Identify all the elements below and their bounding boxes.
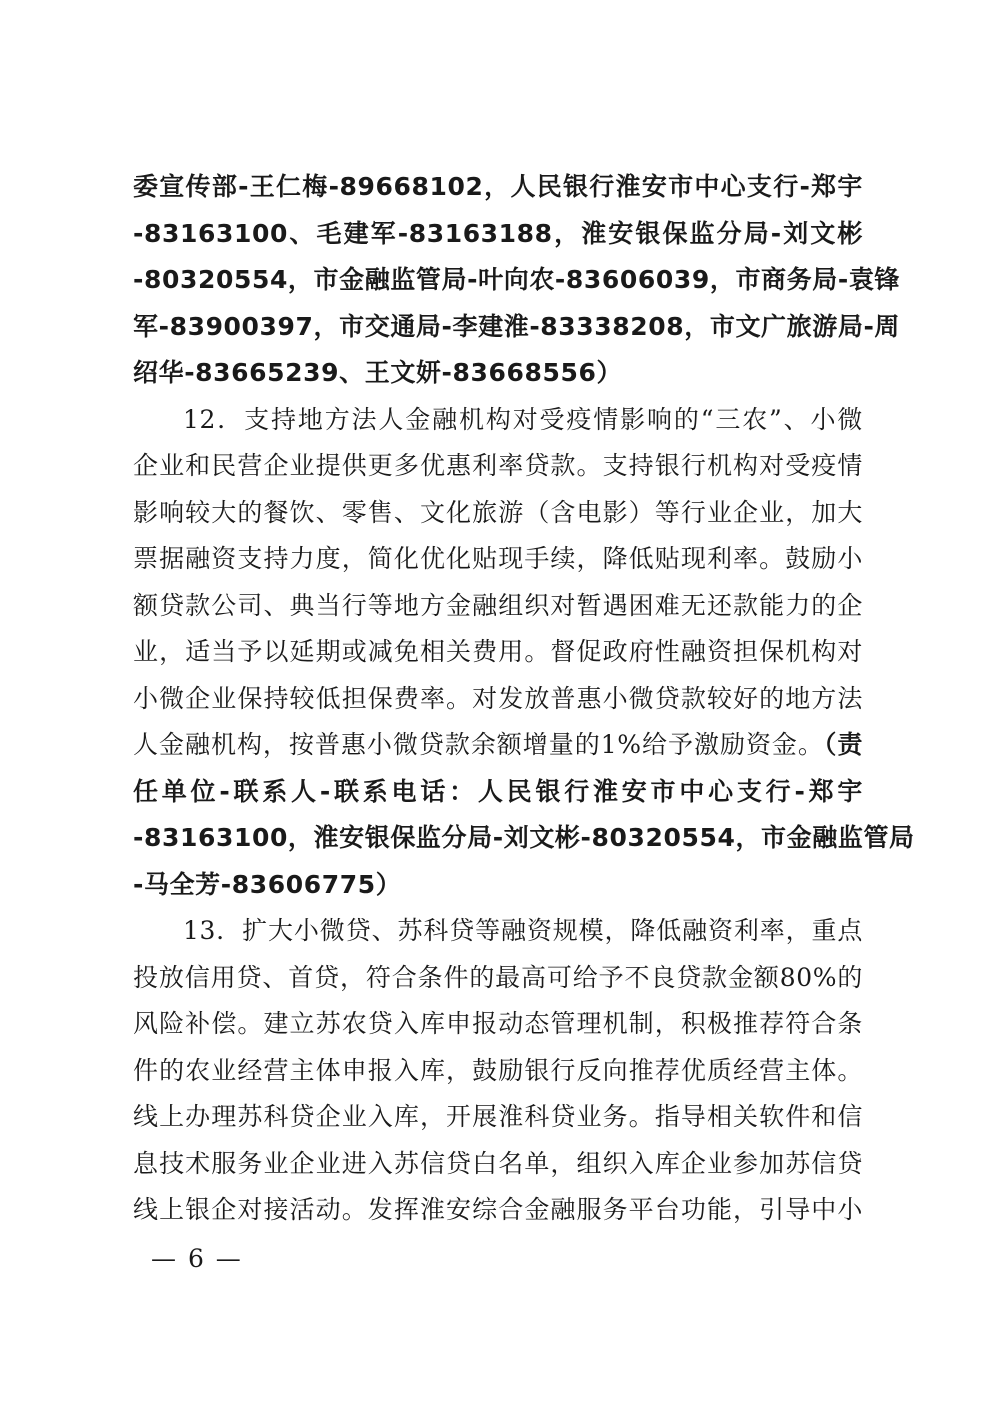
text-segment: 人金融机构，按普惠小微贷款余额增量的1%给予激励资金。 (133, 730, 824, 759)
paragraph-contacts-continued (133, 164, 901, 397)
text-line: -马全芳-83606775） (133, 869, 402, 899)
text-line: 13．扩大小微贷、苏科贷等融资规模，降低融资利率，重点 (183, 916, 863, 945)
text-line: 件的农业经营主体申报入库，鼓励银行反向推荐优质经营主体。 (133, 1055, 863, 1085)
document-body (133, 164, 915, 1234)
text-line-with-contact-lead (133, 722, 863, 769)
text-line: 线上银企对接活动。发挥淮安综合金融服务平台功能，引导中小 (133, 1195, 863, 1224)
text-line: -80320554，市金融监管局-叶向农-83606039，市商务局-袁锋 (133, 265, 901, 294)
text-line: 风险补偿。建立苏农贷入库申报动态管理机制，积极推荐符合条 (133, 1009, 863, 1038)
text-line: 息技术服务业企业进入苏信贷白名单，组织入库企业参加苏信贷 (133, 1148, 863, 1178)
text-line: 任单位-联系人-联系电话：人民银行淮安市中心支行-郑宇 (133, 776, 863, 806)
text-line: 委宣传部-王仁梅-89668102，人民银行淮安市中心支行-郑宇 (133, 172, 863, 201)
contact-lead: （责 (823, 730, 863, 759)
text-line: 线上办理苏科贷企业入库，开展淮科贷业务。指导相关软件和信 (133, 1102, 863, 1131)
text-line: 12．支持地方法人金融机构对受疫情影响的“三农”、小微 (183, 404, 863, 434)
text-line: 投放信用贷、首贷，符合条件的最高可给予不良贷款金额80%的 (133, 962, 863, 992)
paragraph-item-13 (133, 908, 863, 1234)
page-number: — 6 — (151, 1244, 243, 1273)
text-line: 小微企业保持较低担保费率。对发放普惠小微贷款较好的地方法 (133, 683, 863, 713)
text-line: 影响较大的餐饮、零售、文化旅游（含电影）等行业企业，加大 (133, 497, 863, 527)
text-line: 票据融资支持力度，简化优化贴现手续，降低贴现利率。鼓励小 (133, 544, 863, 573)
paragraph-item-12 (133, 397, 915, 909)
text-line: 军-83900397，市交通局-李建淮-83338208，市文广旅游局-周 (133, 311, 901, 341)
text-line: 额贷款公司、典当行等地方金融组织对暂遇困难无还款能力的企 (133, 590, 863, 620)
text-line: 业，适当予以延期或减免相关费用。督促政府性融资担保机构对 (133, 637, 863, 666)
text-line: 绍华-83665239、王文妍-83668556） (133, 358, 623, 387)
text-line: 企业和民营企业提供更多优惠利率贷款。支持银行机构对受疫情 (133, 451, 863, 480)
text-line: -83163100，淮安银保监分局-刘文彬-80320554，市金融监管局 (133, 823, 915, 852)
text-line: -83163100、毛建军-83163188，淮安银保监分局-刘文彬 (133, 218, 863, 248)
